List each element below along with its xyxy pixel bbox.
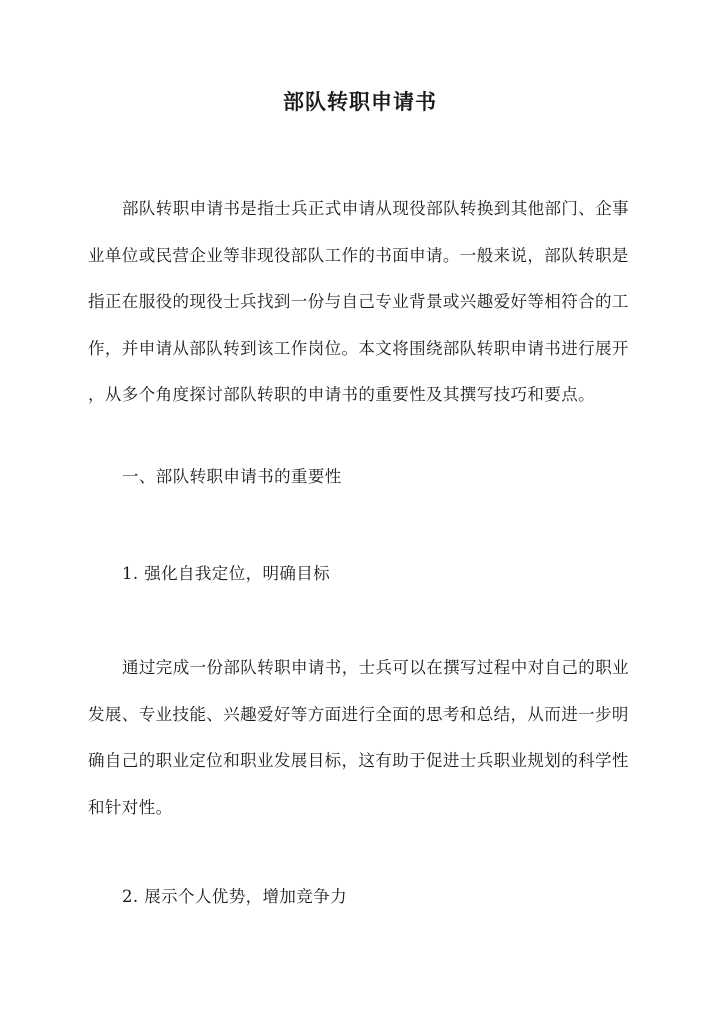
text-line: 发展、专业技能、兴趣爱好等方面进行全面的思考和总结，从而进一步明 bbox=[88, 704, 629, 724]
document-title: 部队转职申请书 bbox=[283, 89, 437, 114]
point-heading: 2. 展示个人优势，增加竞争力 bbox=[122, 887, 347, 906]
intro-paragraph bbox=[88, 186, 636, 419]
section-heading: 一、部队转职申请书的重要性 bbox=[122, 467, 342, 486]
point-heading: 1. 强化自我定位，明确目标 bbox=[122, 564, 331, 583]
point-1-paragraph bbox=[88, 645, 636, 831]
text-line: 确自己的职业定位和职业发展目标，这有助于促进士兵职业规划的科学性 bbox=[88, 751, 629, 770]
text-line: 作，并申请从部队转到该工作岗位。本文将围绕部队转职申请书进行展开 bbox=[88, 338, 629, 358]
text-line: ，从多个角度探讨部队转职的申请书的重要性及其撰写技巧和要点。 bbox=[88, 385, 595, 404]
text-line: 指正在服役的现役士兵找到一份与自己专业背景或兴趣爱好等相符合的工 bbox=[88, 292, 629, 311]
text-line: 通过完成一份部队转职申请书，士兵可以在撰写过程中对自己的职业 bbox=[122, 658, 629, 677]
text-line: 业单位或民营企业等非现役部队工作的书面申请。一般来说，部队转职是 bbox=[88, 245, 629, 265]
text-line: 和针对性。 bbox=[88, 797, 173, 817]
text-line: 部队转职申请书是指士兵正式申请从现役部队转换到其他部门、企事 bbox=[122, 199, 629, 218]
